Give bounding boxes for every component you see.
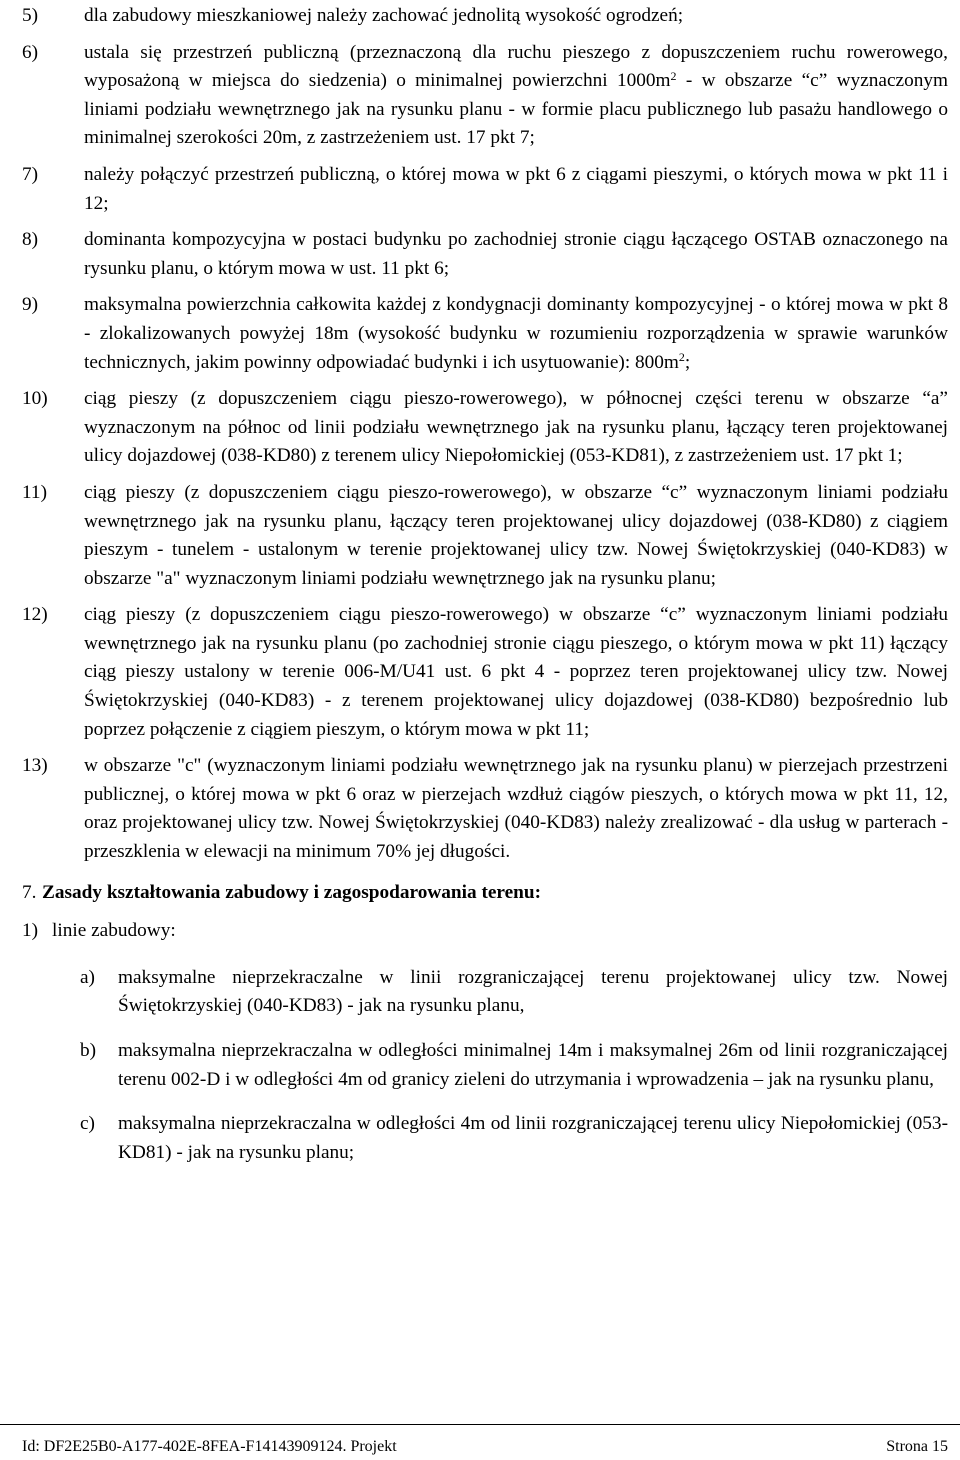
sub-list-item xyxy=(80,1110,948,1167)
item-text-part: ; xyxy=(684,351,691,373)
sub-item-text: maksymalna nieprzekraczalna w odległości minimalnej 14m i maksymalnej 26m od linii rozgraniczającej terenu 002-D i w odległości 4m od granicy zieleni do utrzymania i wprowadzenia – jak na rysunku planu, xyxy=(118,1040,948,1090)
item-number: 9) xyxy=(22,294,39,316)
item-text xyxy=(84,291,948,377)
footer-divider xyxy=(0,1424,960,1425)
footer-document-id: Id: DF2E25B0-A177-402E-8FEA-F14143909124. Projekt xyxy=(22,1438,397,1455)
item-text: dla zabudowy mieszkaniowej należy zachować jednolitą wysokość ogrodzeń; xyxy=(84,5,684,26)
subsection-number: 1) xyxy=(22,920,39,942)
list-item xyxy=(22,161,948,218)
item-number: 11) xyxy=(22,481,47,503)
section-heading xyxy=(22,879,948,908)
list-item xyxy=(22,39,948,153)
list-item xyxy=(22,2,948,31)
item-number: 8) xyxy=(22,229,39,251)
sub-list-item xyxy=(80,1037,948,1094)
sub-item-letter: b) xyxy=(80,1040,97,1061)
list-item xyxy=(22,479,948,593)
item-text: należy połączyć przestrzeń publiczną, o której mowa w pkt 6 z ciągami pieszymi, o których mowa w pkt 11 i 12; xyxy=(84,163,948,214)
item-number: 12) xyxy=(22,604,48,626)
item-text-part: maksymalna powierzchnia całkowita każdej z kondygnacji dominanty kompozycyjnej - o której mowa w pkt 8 - zlokalizowanych powyżej 18m (wysokość budynku w rozumieniu rozporządzenia w sprawie warunków technicznych, jakim powinny odpowiadać budynki i ich usytuowanie): 800m xyxy=(84,294,948,373)
sub-item-letter: c) xyxy=(80,1113,95,1135)
item-number: 13) xyxy=(22,755,48,777)
item-number: 6) xyxy=(22,41,39,63)
item-number: 10) xyxy=(22,388,48,410)
item-text: ciąg pieszy (z dopuszczeniem ciągu pieszo-rowerowego), w północnej części terenu w obszarze “a” wyznaczonym na północ od linii podziału wewnętrznego jak na rysunku planu, łączący teren projektowanej ulicy dojazdowej (038-KD80) z terenem ulicy Niepołomickiej (053-KD81), z zastrzeżeniem ust. 17 pkt 1; xyxy=(84,388,948,467)
item-number: 7) xyxy=(22,163,39,185)
item-text xyxy=(84,39,948,153)
sub-item-text: maksymalna nieprzekraczalna w odległości 4m od linii rozgraniczającej terenu ulicy Niepołomickiej (053-KD81) - jak na rysunku planu; xyxy=(118,1113,948,1163)
list-item xyxy=(22,752,948,866)
section-title: Zasady kształtowania zabudowy i zagospodarowania terenu: xyxy=(42,881,542,903)
subsection-title: linie zabudowy: xyxy=(52,920,176,942)
section-number: 7. xyxy=(22,881,37,903)
list-item xyxy=(22,601,948,744)
item-text-part: - w obszarze “c” wyznaczonym liniami podziału wewnętrznego jak na rysunku planu - w formie placu publicznego lub pasażu handlowego o minimalnej szerokości 20m, z zastrzeżeniem ust. 17 pkt 7; xyxy=(84,70,948,149)
item-number: 5) xyxy=(22,5,39,26)
item-text: w obszarze "c" (wyznaczonym liniami podziału wewnętrznego jak na rysunku planu) w pierzejach przestrzeni publicznej, o której mowa w pkt 6 oraz w pierzejach wzdłuż ciągów pieszych, o których mowa w pkt 11, 12, oraz projektowanej ulicy tzw. Nowej Świętokrzyskiej (040-KD83) należy zrealizować - dla usług w parterach - przeszklenia w elewacji na minimum 70% jej długości. xyxy=(84,755,948,863)
sub-list-item xyxy=(80,964,948,1021)
item-text-part: ustala się przestrzeń publiczną (przeznaczoną dla ruchu pieszego z dopuszczeniem ruchu rowerowego, wyposażoną w miejsca do siedzenia) o minimalnej powierzchni 1000m xyxy=(84,41,948,92)
subsection-heading xyxy=(22,917,948,946)
item-text: dominanta kompozycyjna w postaci budynku po zachodniej stronie ciągu łączącego OSTAB oznaczonego na rysunku planu, o którym mowa w ust. 11 pkt 6; xyxy=(84,229,948,279)
list-item xyxy=(22,226,948,283)
list-item xyxy=(22,385,948,471)
superscript: 2 xyxy=(678,349,685,364)
item-text: ciąg pieszy (z dopuszczeniem ciągu pieszo-rowerowego), w obszarze “c” wyznaczonym liniami podziału wewnętrznego jak na rysunku planu, łączący teren projektowanej ulicy dojazdowej (038-KD80) z ciągiem pieszym - tunelem - ustalonym w terenie projektowanej ulicy tzw. Nowej Świętokrzyskiej (040-KD83) w obszarze "a" wyznaczonym liniami podziału wewnętrznego jak na rysunku planu; xyxy=(84,481,948,589)
superscript: 2 xyxy=(670,68,677,83)
item-text: ciąg pieszy (z dopuszczeniem ciągu pieszo-rowerowego) w obszarze “c” wyznaczonym liniami podziału wewnętrznego jak na rysunku planu (po zachodniej stronie ciągu pieszego, o którym mowa w pkt 11) łączący ciąg pieszy ustalony w terenie 006-M/U41 ust. 6 pkt 4 - poprzez teren projektowanej ulicy tzw. Nowej Świętokrzyskiej (040-KD83) - z terenem projektowanej ulicy dojazdowej (038-KD80) bezpośrednio lub poprzez połączenie z ciągiem pieszym, o którym mowa w pkt 11; xyxy=(84,604,948,740)
footer-page-number: Strona 15 xyxy=(886,1438,948,1455)
document-content xyxy=(22,2,948,1167)
list-item xyxy=(22,291,948,377)
sub-item-text: maksymalne nieprzekraczalne w linii rozgraniczającej terenu projektowanej ulicy tzw. Nowej Świętokrzyskiej (040-KD83) - jak na rysunku planu, xyxy=(118,966,948,1017)
sub-item-letter: a) xyxy=(80,966,95,988)
